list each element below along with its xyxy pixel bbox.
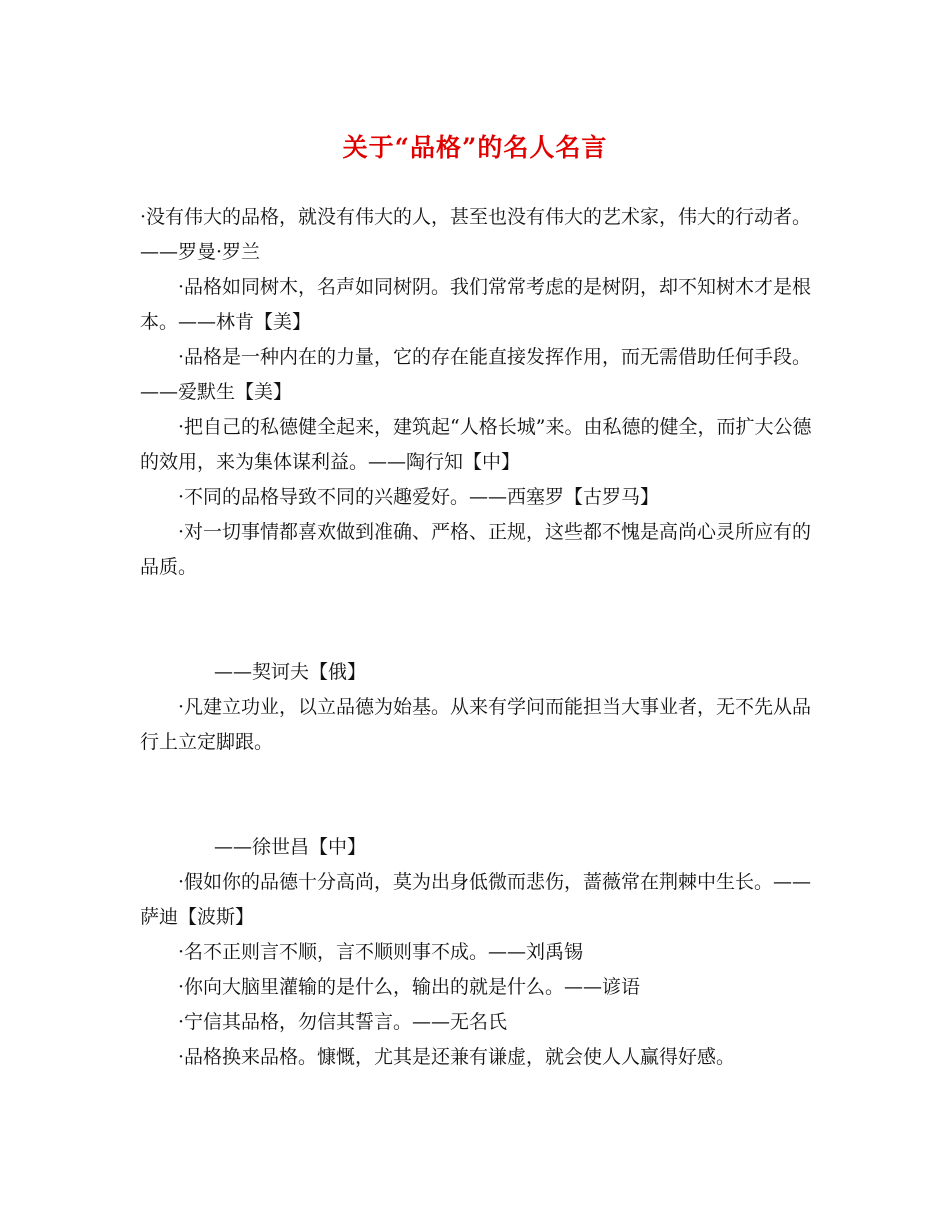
quote-paragraph: ·名不正则言不顺，言不顺则事不成。——刘禹锡: [178, 941, 584, 963]
spacer: [140, 585, 830, 655]
quote-paragraph: ·对一切事情都喜欢做到准确、严格、正规，这些都不愧是高尚心灵所应有的品质。: [140, 521, 812, 578]
quote-attribution: ——契诃夫【俄】: [214, 661, 367, 683]
quote-paragraph: ·宁信其品格，勿信其誓言。——无名氏: [178, 1011, 508, 1033]
spacer: [140, 760, 830, 830]
document-title: 关于“品格”的名人名言: [342, 133, 608, 162]
document-body: [140, 200, 830, 1075]
quote-paragraph: ·凡建立功业，以立品德为始基。从来有学问而能担当大事业者，无不先从品行上立定脚跟。: [140, 696, 812, 753]
quote-paragraph: ·把自己的私德健全起来，建筑起“人格长城”来。由私德的健全，而扩大公德的效用，来为集体谋利益。——陶行知【中】: [140, 416, 812, 473]
quote-paragraph: ·品格是一种内在的力量，它的存在能直接发挥作用，而无需借助任何手段。——爱默生【美】: [140, 346, 812, 403]
quote-attribution: ——徐世昌【中】: [214, 836, 367, 858]
quote-paragraph: ·你向大脑里灌输的是什么，输出的就是什么。——谚语: [178, 976, 641, 998]
quote-paragraph: ·不同的品格导致不同的兴趣爱好。——西塞罗【古罗马】: [178, 486, 660, 508]
quote-paragraph: ·假如你的品德十分高尚，莫为出身低微而悲伤，蔷薇常在荆棘中生长。——萨迪【波斯】: [140, 871, 812, 928]
quote-paragraph: ·品格换来品格。慷慨，尤其是还兼有谦虚，就会使人人赢得好感。: [178, 1046, 736, 1068]
quote-paragraph: ·没有伟大的品格，就没有伟大的人，甚至也没有伟大的艺术家，伟大的行动者。——罗曼·罗兰: [140, 206, 812, 263]
quote-paragraph: ·品格如同树木，名声如同树阴。我们常常考虑的是树阴，却不知树木才是根本。——林肯【美】: [140, 276, 812, 333]
